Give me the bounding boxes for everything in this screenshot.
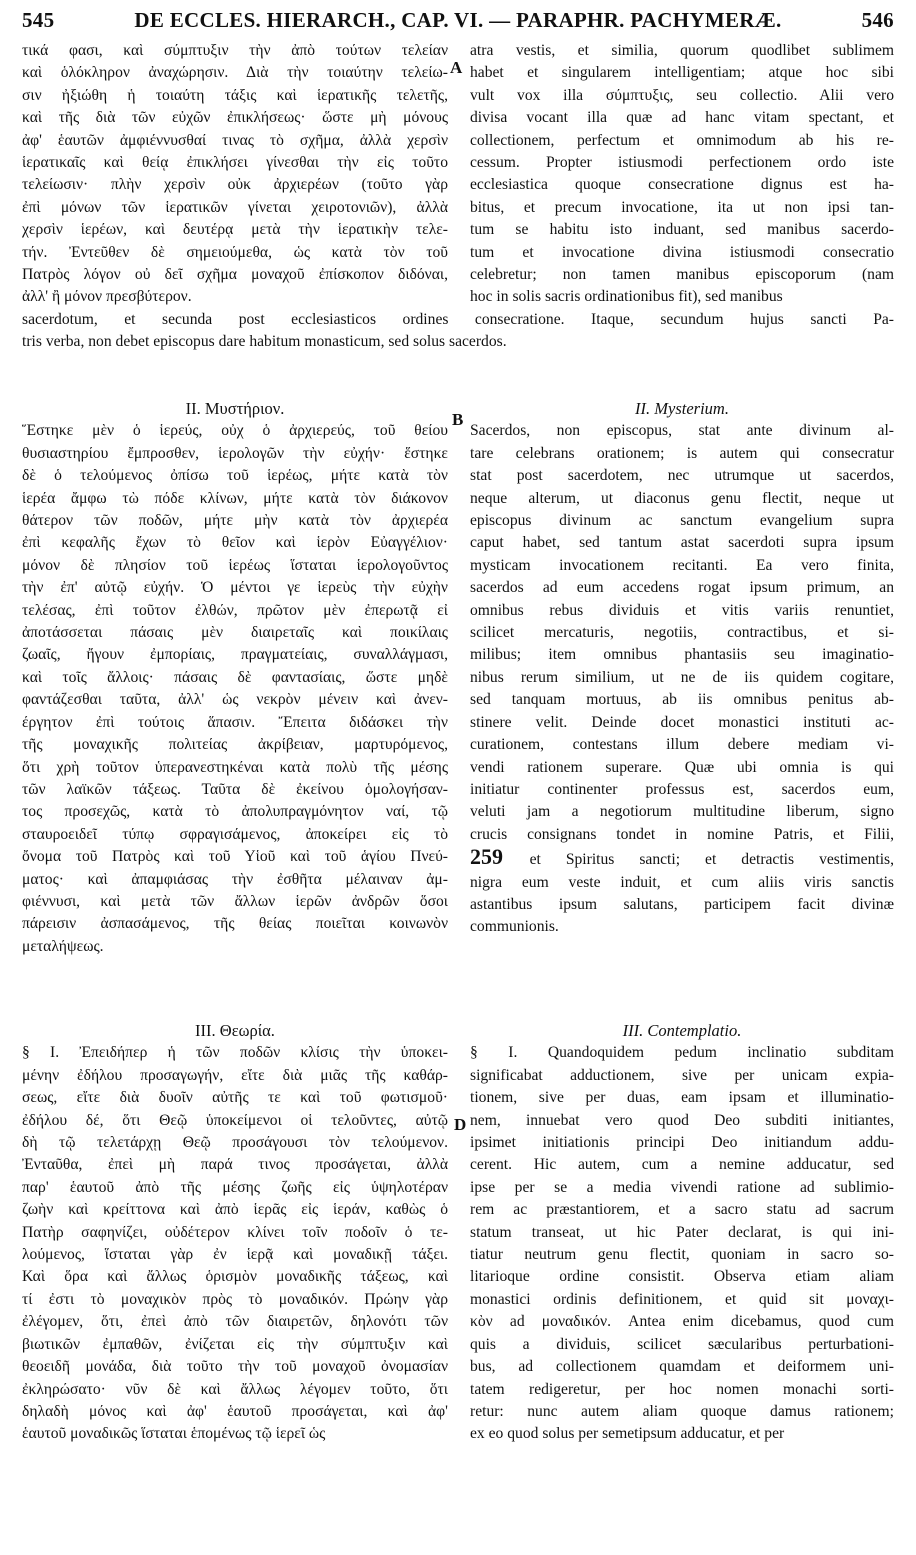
section3-greek-title: ΙΙΙ. Θεωρία. <box>195 1021 275 1040</box>
latin-text-line: mysticam invocationem recitanti. Ea vero finita, <box>470 556 894 574</box>
greek-text-line: δὴ τῷ τελετάρχῃ Θεῷ προσάγουσι τὸν τελούμενον. <box>22 1134 448 1152</box>
greek-text-line: ἐπὶ μόνων τῶν ἱερατικῶν γίνεται χειροτονιῶν), ἀλλὰ <box>22 198 448 216</box>
latin-text-line: tum se habitu isto induant, sed manibus sacerdo- <box>470 221 894 239</box>
latin-text-line: retur: nunc autem aliam quoque damus rationem; <box>470 1402 894 1420</box>
greek-text-line: μένην ἐδήλου προσαγωγήν, εἴτε διὰ μιᾶς τῆς καθάρ- <box>22 1066 448 1084</box>
latin-text-line: sacerdos ad eum accedens rogat ipsum primum, an <box>470 579 894 597</box>
greek-text-line: ἑαυτοῦ μοναδικῶς ἵσταται ἑπομένως τῷ ἱερεῖ ὡς <box>22 1425 326 1443</box>
greek-text-line: ὄνομα τοῦ Πατρὸς καὶ τοῦ Υἱοῦ καὶ τοῦ ἁγίου Πνεύ- <box>22 848 448 866</box>
latin-text-line: vendi rationem superare. Quæ ubi omnia is qui <box>470 758 894 776</box>
latin-text-line: rem ac præstantiorem, et a sacro statu ad sacrum <box>470 1201 894 1219</box>
greek-text-line: τελέσας, ἐπὶ τοῦτον ἐλθών, πρῶτον μὲν ἐπερωτᾷ εἰ <box>22 601 448 619</box>
latin-text-line: stat post sacerdotem, nec utrumque ut sacerdos, <box>470 467 894 485</box>
greek-text-line: § Ι. Ἐπειδήπερ ἡ τῶν ποδῶν κλίσις τὴν ὑποκει- <box>22 1044 448 1062</box>
greek-text-line: καὶ ὁλόκληρον ἀναχώρησιν. Διὰ τὴν τοιαύτην τελείω- <box>22 64 448 82</box>
latin-text-line: neque alterum, ut diaconus genu flectit, neque ut <box>470 489 894 507</box>
right-page-number: 546 <box>861 8 894 32</box>
latin-text-line: initiatur continenter professus est, sacerdos eum, <box>470 780 894 798</box>
greek-text-line: πάρεισιν ἀσπασάμενος, τῆς θείας ποιεῖται κοινωνὸν <box>22 915 448 933</box>
greek-text-line: παρ' ἑαυτοῦ ἀπὸ τῆς μέσης ζωῆς εἰς ὑψηλοτέραν <box>22 1178 448 1196</box>
latin-text-line: nibus rerum similium, ut ne de iis quidem cogitare, <box>470 668 894 686</box>
latin-text-line: significabat adductionem, sive per unicam expia- <box>470 1066 894 1084</box>
greek-text-line: σιν ἠξιώθη ἡ τοιαύτη τάξις καὶ ἱερατικῆς τελετῆς, <box>22 86 448 104</box>
latin-text-line: nigra eum veste induit, et cum aliis viris sanctis <box>470 873 894 891</box>
greek-text-line: ἱερατικαῖς καὶ θείᾳ ἐπικλήσει γίνεσθαι τὴν εἰς τοῦτο <box>22 154 448 172</box>
greek-text-line: θυσιαστηρίου ἔμπροσθεν, ἱερολογῶν τὴν εὐχήν· ἕστηκε <box>22 444 448 462</box>
greek-text-line: καὶ τῆς διὰ τῶν εὐχῶν ἐπικλήσεως· ὥστε μὴ μόνους <box>22 109 448 127</box>
greek-text-line: τῆς μοναχικῆς πολιτείας ἀκρίβειαν, μαρτυρόμενος, <box>22 736 448 754</box>
latin-text-line: bus, ad collectionem quamdam et deiformem uni- <box>470 1358 894 1376</box>
latin-text-line: § I. Quandoquidem pedum inclinatio subditam <box>470 1044 894 1062</box>
latin-text-line: tatem redigeretur, per hoc nomen monachi sorti- <box>470 1380 894 1398</box>
greek-text-line: δηλαδὴ μόνος καὶ ἀφ' ἑαυτοῦ προσάγεται, καὶ ἀφ' <box>22 1402 448 1420</box>
margin-marker-b: B <box>452 410 464 429</box>
greek-text-line: ἐλέγομεν, ὅτι, ἐπεὶ ἀπὸ τῶν διαιρετῶν, δηλονότι τῶν <box>22 1313 448 1331</box>
greek-text-line: τί ἐστι τὸ μοναχικὸν πρὸς τὸ μοναδικόν. Πρώην γὰρ <box>22 1290 448 1308</box>
greek-text-line: θάτερον τῶν ποδῶν, μήτε μὴν κατὰ τὸν ἀρχιερέα <box>22 512 448 530</box>
section3-latin-column <box>470 1020 894 1446</box>
latin-text-line: collectionem, perfectum et omnimodum ab his re- <box>470 131 894 149</box>
latin-text-line: tum et invocatione divina istiusmodi consecratio <box>470 243 894 261</box>
greek-text-line: Καὶ ὅρα καὶ ἄλλως ὁρισμὸν μοναδικῆς τάξεως, καὶ <box>22 1268 448 1286</box>
greek-text-line: Πατὴρ σαφηνίζει, οὐδέτερον κλίνει τοῖν ποδοῖν ὁ τε- <box>22 1223 448 1241</box>
greek-text-line: τὴν ἐπ' αὐτῷ εὐχήν. Ὁ μέντοι γε ἱερεὺς τὴν εὐχὴν <box>22 579 448 597</box>
latin-text-line: cerent. Hic autem, cum a nemine adducatur, sed <box>470 1156 894 1174</box>
latin-text-line: κὸν ad μοναδικόν. Antea enim dicebamus, quod cum <box>470 1313 894 1331</box>
latin-text-line: caput habet, sed tantum astat sacerdoti supra ipsum <box>470 534 894 552</box>
section2-greek-column <box>22 398 448 958</box>
latin-text-line: 259 et Spiritus sancti; et detractis vestimentis, <box>470 844 895 870</box>
left-page-number: 545 <box>22 8 55 32</box>
latin-text-line: habet et singularem intelligentiam; atque hoc sibi <box>470 64 894 82</box>
latin-text-line: quis a dividuis, scilicet sæcularibus perturbationi- <box>470 1335 894 1353</box>
greek-text-line: σταυροειδεῖ τύπῳ σφραγισάμενος, ἀποκείρει εἰς τὸ <box>22 825 448 843</box>
running-header <box>22 8 894 38</box>
greek-text-line: ἐκληρώσατο· νῦν δὲ καὶ ἄλλως λέγομεν τοῦτο, ὅτι <box>22 1380 448 1398</box>
greek-text-line: έργητον ἐπὶ τούτοις ἅπασιν. Ἔπειτα διδάσκει τὴν <box>22 713 448 731</box>
greek-text-line: λούμενος, ἵσταται γὰρ ἐν ἱερᾷ καὶ μοναδικῇ τάξει. <box>22 1246 448 1264</box>
latin-text-line: litarioque ordine consistit. Observa etiam aliam <box>470 1268 894 1286</box>
latin-text-line: tiatur neutrum genu flectit, quoniam in sacro so- <box>470 1246 894 1264</box>
latin-text-line: ex eo quod solus per semetipsum adducatur, et per <box>470 1425 785 1443</box>
running-title: DE ECCLES. HIERARCH., CAP. VI. — PARAPHR. PACHYMERÆ. <box>134 8 782 32</box>
greek-text-line: τελείωσιν· πλὴν χερσὶν οὐκ ἀρχιερέων (τοῦτο γὰρ <box>22 176 448 194</box>
margin-marker-d: D <box>454 1115 467 1134</box>
greek-text-line: μόνον δὲ πλησίον τοῦ ἱερέως ἵσταται ἱερολογοῦντος <box>22 556 448 574</box>
latin-text-line: ipsimet initiationis principi Deo initiandum addu- <box>470 1134 894 1152</box>
latin-text-line: scilicet mercaturis, negotiis, contractibus, et si- <box>470 624 894 642</box>
full-width-text-line: tris verba, non debet episcopus dare habitum monasticum, sed solus sacerdos. <box>22 333 507 351</box>
greek-text-line: χερσὶν ἱερέων, καὶ δευτέρᾳ μετὰ τὴν ἱερατικὴν τελε- <box>22 221 448 239</box>
latin-text-line: cessum. Propter istiusmodi perfectionem ordo iste <box>470 154 894 172</box>
section3-greek-column <box>22 1020 448 1446</box>
latin-text-line: divisa vocant illa quæ ad hanc vitam spectant, et <box>470 109 894 127</box>
margin-marker-a: A <box>450 58 463 77</box>
latin-text-line: crucis consignans tondet in nomine Patris, et Filii, <box>470 825 894 843</box>
greek-text-line: Ἐνταῦθα, ἐπεὶ μὴ παρά τινος προσάγεται, ἀλλὰ <box>22 1156 448 1174</box>
latin-text-line: veluti jam a negotiorum multitudine liberum, signo <box>470 803 894 821</box>
section3-latin-title: III. Contemplatio. <box>622 1021 742 1040</box>
latin-text-line: tare celebrans orationem; is autem qui consecratur <box>470 444 894 462</box>
greek-text-line: Πατρὸς λόγον οὐ δεῖ σχῆμα μοναχοῦ ἐπίσκοπον διδόναι, <box>22 266 448 284</box>
latin-text-line: ipse per se a media vivendi ratione ad sublimio- <box>470 1178 894 1196</box>
latin-text-line: atra vestis, et similia, quorum quodlibet sublimem <box>470 42 894 59</box>
block1-full-width-text <box>22 309 894 354</box>
latin-text-line: communionis. <box>470 918 559 936</box>
latin-text-line: hoc in solis sacris ordinationibus fit), sed manibus <box>470 288 783 306</box>
greek-text-line: ἀποτάσσεται πάσαις μὲν διαιρεταῖς καὶ ποικίλαις <box>22 624 448 642</box>
latin-text-line: tionem, sive per duas, eam ipsam et illuminatio- <box>470 1089 894 1107</box>
greek-text-line: μεταλήψεως. <box>22 937 104 955</box>
greek-text-line: ἱερέα ἄμφω τὼ πόδε κλίνων, μήτε κατὰ τὸν διάκονον <box>22 489 448 507</box>
greek-text-line: φαντάζεσθαι ταῦτα, ἀλλ' ὡς νεκρὸν μένειν καὶ ἀνεν- <box>22 691 448 709</box>
greek-text-line: καὶ τοῖς ἄλλοις· πάσαις δὲ φαντασίαις, ὥστε μηδὲ <box>22 668 448 686</box>
greek-text-line: τικά φασι, καὶ σύμπτυξιν τὴν ἀπὸ τούτων τελείαν <box>22 42 448 59</box>
latin-text-line: omnibus rebus dividuis et vitis variis renuntiet, <box>470 601 894 619</box>
greek-text-line: ἐδήλου δέ, ὅτι Θεῷ ὑποκείμενοι οἱ τελοῦντες, αὐτῷ <box>22 1111 448 1129</box>
latin-text-line: monastici ordinis definitionem, et quid sit μοναχι- <box>470 1290 894 1308</box>
latin-text-line: vult vox illa σύμπτυξις, seu collectio. Alii vero <box>470 86 894 104</box>
column-number: 259 <box>470 844 530 870</box>
latin-text-line: nem, innuebat vero quod Deo subditi initiantes, <box>470 1111 894 1129</box>
greek-text-line: τῶν λαϊκῶν τάξεως. Ταῦτα δὲ ἐκείνου ὁμολογήσαν- <box>22 780 448 798</box>
latin-text-line: ecclesiastica quoque consecratione dignus est ha- <box>470 176 894 194</box>
latin-text-line: stinere velit. Deinde docet monastici instituti ac- <box>470 713 894 731</box>
full-width-text-line: sacerdotum, et secunda post ecclesiasticos ordines consecratione. Itaque, secundum hujus sancti Pa- <box>22 311 894 328</box>
greek-text-line: ἐπὶ κεφαλῆς ἔχων τὸ θεῖον καὶ ἱερὸν Εὐαγγέλιον· <box>22 534 448 552</box>
greek-text-line: ζωαῖς, ἤγουν ἐμπορίαις, πραγματείαις, συναλλάγμασι, <box>22 646 448 664</box>
latin-text-line: sed tanquam mortuus, ab iis omnibus penitus ab- <box>470 691 894 709</box>
latin-text-line: statum transeat, ut hic Pater declarat, is qui ini- <box>470 1223 894 1241</box>
block1-greek-column <box>22 40 448 309</box>
greek-text-line: φιέννυσι, καὶ μετὰ τῶν ἄλλων ἱερῶν ἀνδρῶν ὅσοι <box>22 892 448 910</box>
latin-text-line: astantibus ipsum salutans, participem facit divinæ <box>470 895 894 913</box>
greek-text-line: σεως, εἴτε διὰ δυοῖν αὐτῆς τε καὶ τοῦ φωτισμοῦ· <box>22 1089 448 1107</box>
section2-latin-column <box>470 398 894 939</box>
greek-text-line: Ἕστηκε μὲν ὁ ἱερεύς, οὐχ ὁ ἀρχιερεύς, τοῦ θείου <box>22 422 448 440</box>
greek-text-line: θεοειδῆ μονάδα, διὰ τοῦτο τὴν τοῦ μοναχοῦ ὀνομασίαν <box>22 1358 448 1376</box>
greek-text-line: ματος· καὶ ἀπαμφιάσας τὴν ἐσθῆτα μέλαιναν ἀμ- <box>22 870 448 888</box>
greek-text-line: βιωτικῶν ἐμπαθῶν, ἐνίζεται εἰς τὴν σύμπτυξιν καὶ <box>22 1335 448 1353</box>
greek-text-line: ἀφ' ἑαυτῶν ἀμφιέννυσθαί τινας τὸ σχῆμα, ἀλλὰ χερσὶν <box>22 131 448 149</box>
latin-text-line: episcopus divinum ac sanctum evangelium supra <box>470 512 894 530</box>
greek-text-line: τος προσεχῶς, κατὰ τὸ ἀπολυπραγμόνητον ναί, τῷ <box>22 803 448 821</box>
greek-text-line: ὅτι χρὴ τοῦτον ὑπερανεστηκέναι κατὰ πολὺ τῆς μέσης <box>22 758 448 776</box>
latin-text-line: celebretur; non tamen manibus episcoporum (nam <box>470 266 894 284</box>
section2-greek-title: ΙΙ. Μυστήριον. <box>185 399 285 418</box>
latin-text-line: milibus; item omnibus phantasiis seu imaginatio- <box>470 646 894 664</box>
block1-latin-column <box>470 40 894 309</box>
section2-latin-title: II. Mysterium. <box>635 399 729 418</box>
greek-text-line: δὲ ὁ τελούμενος ὀπίσω τοῦ ἱερέως, μήτε κατὰ τὸν <box>22 467 448 485</box>
greek-text-line: ζωὴν καὶ κρείττονα καὶ ἀπὸ ἱερᾶς εἰς ἱεράν, καθὼς ὁ <box>22 1201 448 1219</box>
greek-text-line: ἀλλ' ἢ μόνον πρεσβύτερον. <box>22 288 192 306</box>
latin-text-line: curationem, contestans illum debere mediam vi- <box>470 736 894 754</box>
latin-text-line: Sacerdos, non episcopus, stat ante divinum al- <box>470 422 894 440</box>
latin-text-line: bitus, et precum invocatione, ita ut non ipsi tan- <box>470 198 894 216</box>
greek-text-line: τήν. Ἐντεῦθεν δὲ σημειούμεθα, ὡς κατὰ τὸν τοῦ <box>22 243 448 261</box>
